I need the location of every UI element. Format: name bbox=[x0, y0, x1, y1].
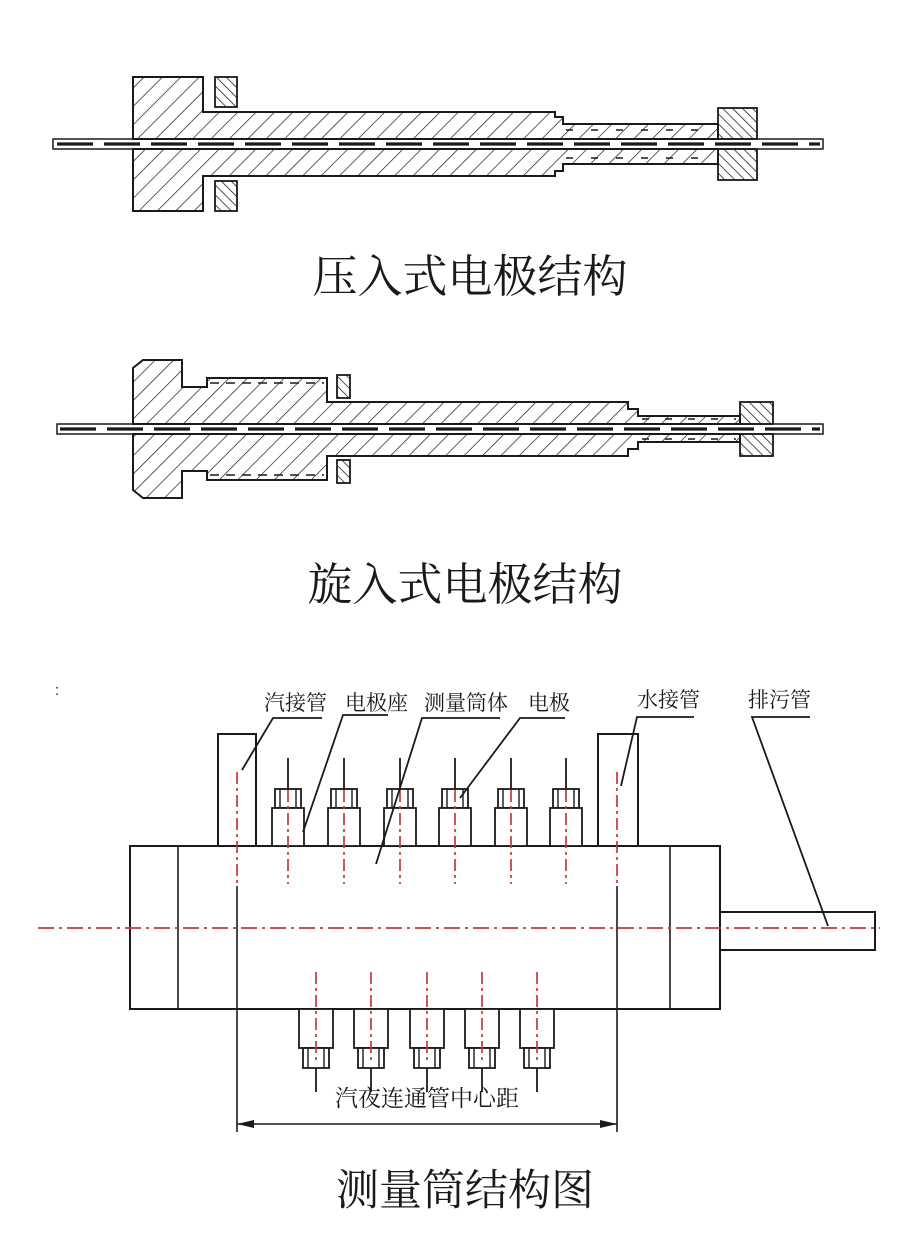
electrode-rod bbox=[57, 424, 823, 434]
part-labels bbox=[264, 689, 811, 715]
measuring-cylinder-drawing bbox=[38, 682, 880, 1132]
label-electrode: 电极 bbox=[528, 692, 570, 715]
label-steam-pipe: 汽接管 bbox=[264, 692, 327, 715]
drain-pipe bbox=[720, 912, 875, 950]
gasket-lower bbox=[337, 460, 350, 483]
label-cylinder-body: 测量筒体 bbox=[424, 692, 508, 715]
water-pipe bbox=[598, 734, 638, 846]
figure3-caption: 测量筒结构图 bbox=[336, 1168, 594, 1215]
end-cap-upper bbox=[718, 108, 757, 139]
end-cap-lower bbox=[740, 434, 773, 456]
dimension-arrow-left bbox=[237, 1120, 254, 1128]
screw-in-electrode-drawing bbox=[57, 360, 823, 498]
body-upper-half bbox=[133, 360, 740, 424]
gasket-lower bbox=[215, 181, 237, 211]
label-drain-pipe: 排污管 bbox=[748, 689, 811, 712]
dimension-arrow-right bbox=[600, 1120, 617, 1128]
gasket-upper bbox=[215, 77, 237, 107]
figure2-caption: 旋入式电极结构 bbox=[307, 560, 623, 610]
gasket-upper bbox=[337, 375, 350, 398]
end-cap-upper bbox=[740, 402, 773, 424]
figure1-caption: 压入式电极结构 bbox=[312, 252, 628, 302]
dimension-label: 汽夜连通管中心距 bbox=[335, 1085, 519, 1111]
press-in-electrode-drawing bbox=[53, 77, 823, 211]
leader-drain-pipe bbox=[752, 717, 828, 926]
label-electrode-seat: 电极座 bbox=[345, 692, 408, 715]
body-lower-half bbox=[133, 434, 740, 498]
label-water-pipe: 水接管 bbox=[637, 689, 700, 712]
leader-electrode bbox=[460, 718, 565, 798]
artifact-mark: : bbox=[55, 682, 60, 699]
electrode-rod bbox=[53, 139, 823, 149]
end-cap-lower bbox=[718, 149, 757, 180]
